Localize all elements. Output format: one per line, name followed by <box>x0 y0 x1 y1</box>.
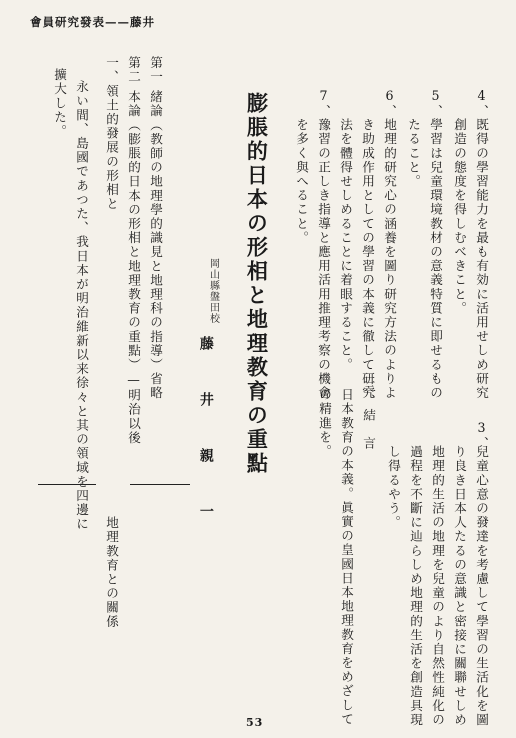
item-3-line-3: 地理的生活の地理を兒童のより自然性純化の <box>430 445 445 727</box>
item-5-line-1: 學習は兒童環境教材の意義特質に即せるもの <box>428 118 443 400</box>
item-6-line-1: 地理的研究心の涵養を圖り研究方法のよりよ <box>382 118 397 400</box>
item-4-line-1: 既得の學習能力を最も有効に活用せしめ研究 <box>474 118 489 400</box>
item-6-line-3: 法を體得せしめることに着眼すること。 <box>338 118 353 372</box>
item-6-line-2: き助成作用としての學習の本義に徹して研究 <box>360 118 375 400</box>
item-3-line-4: 過程を不斷に辿らしめ地理的生活を創造具現 <box>408 445 423 727</box>
conclusion-heading: 三、結 言 <box>361 380 376 451</box>
running-header: 會員研究發表——藤井 <box>30 15 155 29</box>
page-number: 53 <box>246 716 264 729</box>
conclusion-line-1: 日本教育の本義。眞實の皇國日本地理教育をめざして <box>339 388 354 727</box>
item-3-number: 3、 <box>474 420 489 451</box>
toc-text-2: 本論（膨脹的日本の形相と地理教育の重點）—明治以後 <box>126 90 141 445</box>
author-name: 藤 井 親 一 <box>197 336 214 532</box>
item-6-number: 6、 <box>382 88 397 119</box>
toc-text-1: 緒論（教師の地理學的識見と地理科の指導）省略 <box>148 90 163 401</box>
item-3-line-5: し得るやう。 <box>386 445 401 530</box>
item-5-number: 5、 <box>428 88 443 119</box>
item-5-line-2: たること。 <box>406 118 421 189</box>
item-3-line-1: 兒童心意の發達を考慮して學習の生活化を圖 <box>474 445 489 727</box>
body-line-1: 永い間、島國であつた、我日本が明治維新以来徐々と其の領域を四邊に <box>74 80 89 532</box>
rule-short-1 <box>130 484 190 485</box>
item-7-line-1: 豫習の正しき指導と應用活用推理考察の機會 <box>316 118 331 400</box>
article-title: 膨脹的日本の形相と地理教育の重點 <box>244 92 270 476</box>
item-3-line-2: り良き日本人たるの意識と密接に關聯せしめ <box>452 445 467 727</box>
toc-label-2: 第二 <box>126 56 141 85</box>
author-affiliation: 岡山縣盤田校 <box>207 258 219 324</box>
body-line-2: 擴大した。 <box>52 68 67 139</box>
conclusion-line-2: の精進を。 <box>317 388 332 459</box>
item-4-number: 4、 <box>474 88 489 119</box>
item-7-number: 7、 <box>316 88 331 119</box>
rule-short-2 <box>38 484 96 485</box>
section-1-heading: 一、領土的發展の形相と <box>104 56 119 212</box>
side-note: 地理教育との關係 <box>104 516 119 629</box>
item-4-line-2: 創造の態度を得しむべきこと。 <box>452 118 467 316</box>
item-7-line-2: を多く與へること。 <box>294 118 309 245</box>
toc-label-1: 第一 <box>148 56 163 85</box>
